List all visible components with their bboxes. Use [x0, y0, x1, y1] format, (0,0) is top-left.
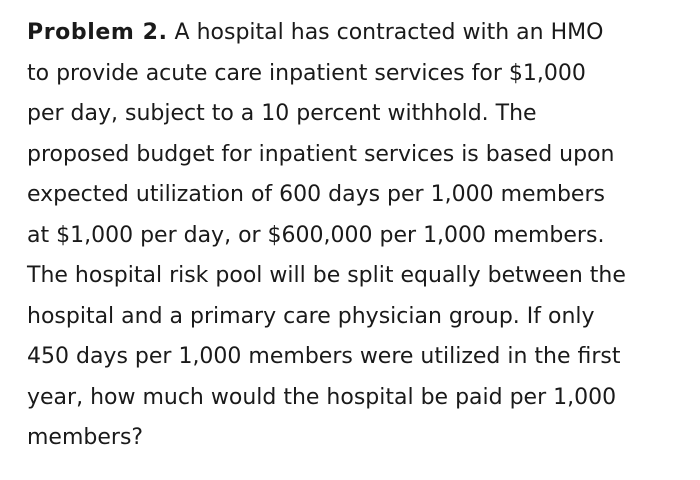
- problem-text-line: year, how much would the hospital be paid per 1,000: [27, 384, 617, 410]
- problem-text-line: The hospital risk pool will be split equally between the: [27, 263, 626, 288]
- problem-text-line: proposed budget for inpatient services is based upon: [27, 141, 615, 167]
- problem-text-line: A hospital has contracted with an HMO: [174, 20, 604, 45]
- problem-text-line: members?: [27, 425, 144, 450]
- problem-text-line: 450 days per 1,000 members were utilized in the first: [27, 344, 621, 369]
- problem-text-line: at $1,000 per day, or $600,000 per 1,000 members.: [27, 222, 605, 248]
- problem-text-block: [27, 13, 692, 459]
- problem-text-line: expected utilization of 600 days per 1,000 members: [27, 182, 605, 207]
- problem-text-line: hospital and a primary care physician group. If only: [27, 303, 595, 329]
- problem-label: Problem 2.: [27, 20, 168, 45]
- problem-line-1: [27, 13, 692, 54]
- problem-text-line: to provide acute care inpatient services for $1,000: [27, 60, 586, 86]
- problem-text-line: per day, subject to a 10 percent withhold. The: [27, 101, 537, 126]
